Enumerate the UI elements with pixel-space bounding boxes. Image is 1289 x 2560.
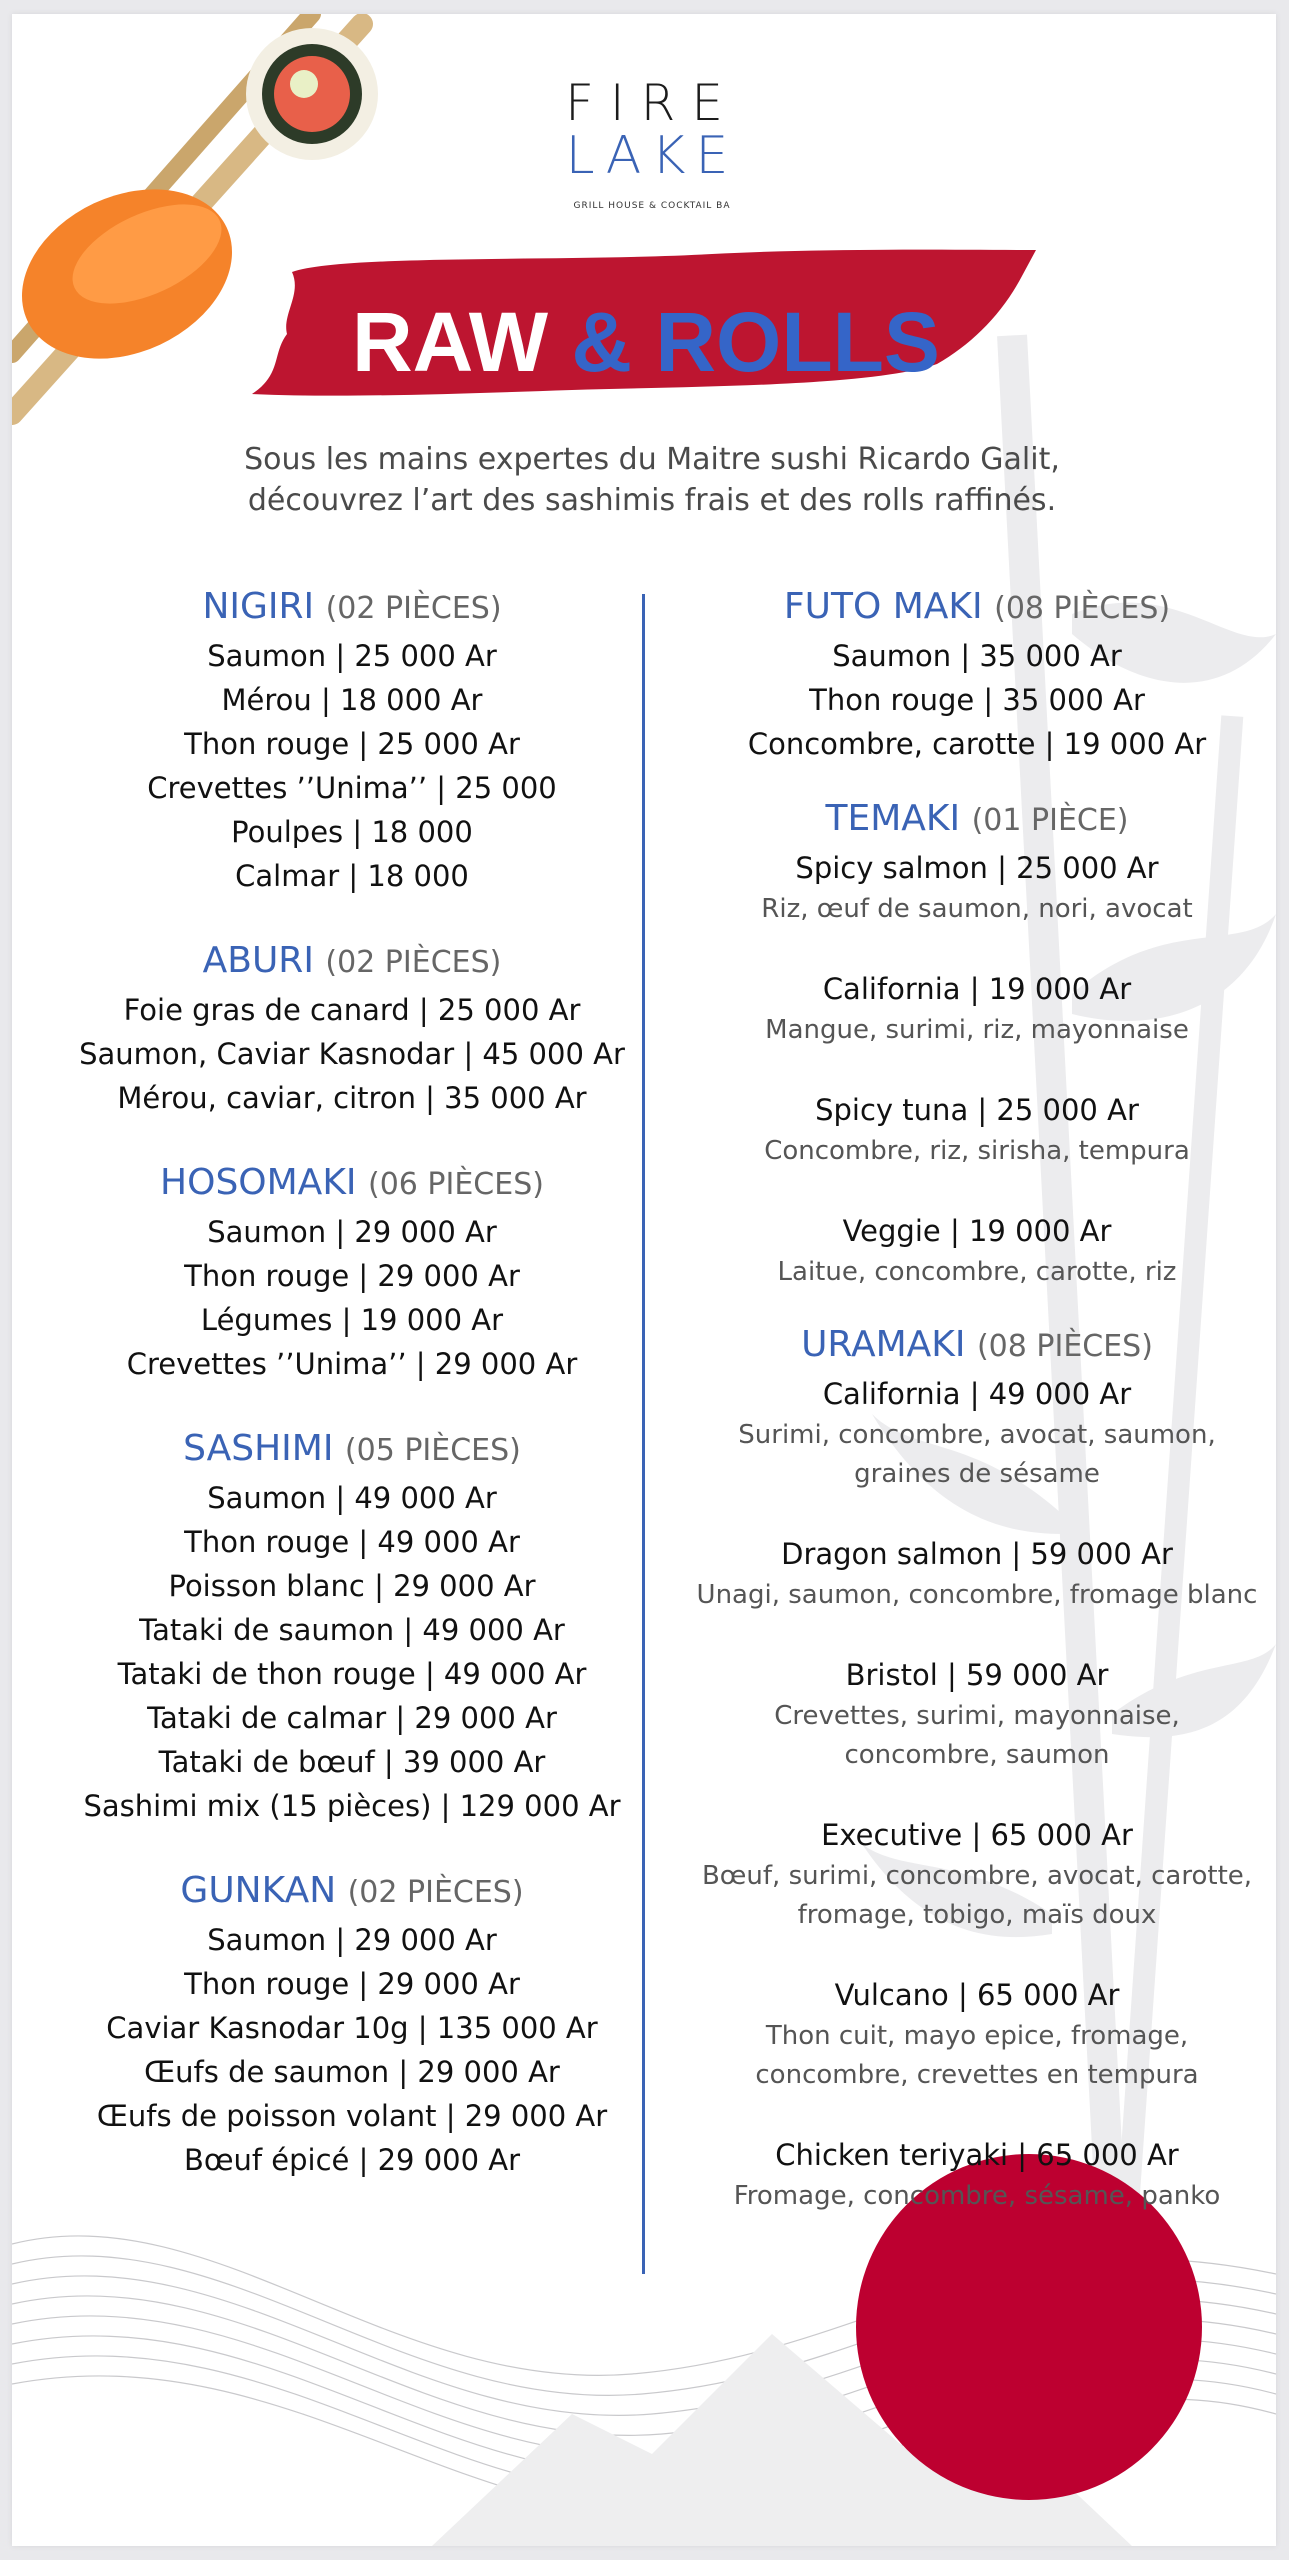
menu-item: California | 19 000 Ar	[822, 972, 1132, 1006]
page-title	[352, 294, 952, 391]
menu-section-sashimi	[52, 1426, 652, 1828]
section-heading	[52, 1868, 652, 1916]
section-name: URAMAKI	[801, 1324, 966, 1365]
menu-page	[12, 14, 1276, 2546]
menu-section-futo-maki	[672, 584, 1276, 766]
menu-item-description: Concombre, riz, sirisha, tempura	[764, 1136, 1190, 1166]
menu-item-description: concombre, saumon	[844, 1740, 1110, 1770]
menu-item: Concombre, carotte | 19 000 Ar	[747, 727, 1207, 761]
menu-item: Tataki de bœuf | 39 000 Ar	[158, 1745, 546, 1779]
menu-item: Thon rouge | 29 000 Ar	[184, 1967, 520, 2001]
menu-item: Tataki de thon rouge | 49 000 Ar	[117, 1657, 587, 1691]
menu-item: Foie gras de canard | 25 000 Ar	[123, 993, 581, 1027]
section-quantity: (01 PIÈCE)	[971, 803, 1129, 838]
section-quantity: (02 PIÈCES)	[325, 591, 502, 626]
menu-item: Spicy tuna | 25 000 Ar	[815, 1093, 1139, 1127]
intro-text	[152, 439, 1152, 521]
menu-section-hosomaki	[52, 1160, 652, 1386]
menu-item-description: Crevettes, surimi, mayonnaise,	[774, 1701, 1180, 1731]
menu-item: Mérou | 18 000 Ar	[221, 683, 483, 717]
menu-item: Spicy salmon | 25 000 Ar	[795, 851, 1159, 885]
menu-item-description: fromage, tobigo, maïs doux	[797, 1900, 1157, 1930]
menu-item: Veggie | 19 000 Ar	[842, 1214, 1112, 1248]
menu-item: Thon rouge | 25 000 Ar	[184, 727, 520, 761]
section-name: SASHIMI	[183, 1428, 334, 1469]
logo-tagline: GRILL HOUSE & COCKTAIL BA	[573, 201, 731, 211]
menu-item: Sashimi mix (15 pièces) | 129 000 Ar	[83, 1789, 621, 1823]
section-quantity: (08 PIÈCES)	[994, 591, 1171, 626]
menu-item: Saumon | 25 000 Ar	[207, 639, 497, 673]
menu-item-description: Fromage, concombre, sésame, panko	[733, 2181, 1221, 2211]
menu-item: Œufs de poisson volant | 29 000 Ar	[96, 2099, 608, 2133]
menu-item-description: graines de sésame	[854, 1459, 1100, 1489]
menu-item: Thon rouge | 49 000 Ar	[184, 1525, 520, 1559]
menu-item: Vulcano | 65 000 Ar	[834, 1978, 1120, 2012]
menu-item-description: concombre, crevettes en tempura	[755, 2060, 1199, 2090]
section-name: HOSOMAKI	[160, 1162, 357, 1203]
menu-section-nigiri	[52, 584, 652, 898]
right-menu-column	[672, 584, 1276, 2216]
section-quantity: (06 PIÈCES)	[368, 1167, 544, 1202]
section-heading	[672, 1322, 1276, 1370]
menu-item: Saumon | 29 000 Ar	[207, 1215, 497, 1249]
section-quantity: (02 PIÈCES)	[347, 1875, 524, 1910]
section-name: NIGIRI	[202, 586, 315, 627]
menu-item-description: Thon cuit, mayo epice, fromage,	[765, 2021, 1189, 2051]
section-heading	[52, 1426, 652, 1474]
menu-item: Tataki de saumon | 49 000 Ar	[139, 1613, 565, 1647]
menu-item: Bœuf épicé | 29 000 Ar	[183, 2143, 521, 2177]
menu-item: Crevettes ’’Unima’’ | 29 000 Ar	[126, 1347, 578, 1381]
menu-item: Dragon salmon | 59 000 Ar	[781, 1537, 1173, 1571]
section-name: TEMAKI	[825, 798, 961, 839]
menu-item: Calmar | 18 000	[235, 859, 469, 893]
menu-item: Poisson blanc | 29 000 Ar	[168, 1569, 536, 1603]
logo-lake-text: LAKE	[565, 126, 739, 186]
menu-item-description: Bœuf, surimi, concombre, avocat, carotte,	[701, 1861, 1253, 1891]
menu-item: California | 49 000 Ar	[822, 1377, 1132, 1411]
section-name: GUNKAN	[180, 1870, 337, 1911]
menu-item: Mérou, caviar, citron | 35 000 Ar	[117, 1081, 587, 1115]
menu-item: Bristol | 59 000 Ar	[845, 1658, 1109, 1692]
section-heading	[52, 584, 652, 632]
section-quantity: (05 PIÈCES)	[344, 1433, 521, 1468]
section-quantity: (08 PIÈCES)	[976, 1329, 1153, 1364]
menu-item-description: Unagi, saumon, concombre, fromage blanc	[696, 1580, 1258, 1610]
logo-fire-text: FIRE	[565, 74, 739, 132]
menu-item: Caviar Kasnodar 10g | 135 000 Ar	[106, 2011, 598, 2045]
menu-item: Poulpes | 18 000	[231, 815, 473, 849]
menu-item: Légumes | 19 000 Ar	[200, 1303, 504, 1337]
menu-item: Tataki de calmar | 29 000 Ar	[147, 1701, 557, 1735]
menu-section-aburi	[52, 938, 652, 1120]
section-heading	[672, 796, 1276, 844]
title-part-rolls: & ROLLS	[571, 295, 940, 389]
menu-item-description: Mangue, surimi, riz, mayonnaise	[765, 1015, 1189, 1045]
menu-item: Thon rouge | 35 000 Ar	[809, 683, 1145, 717]
menu-item-description: Laitue, concombre, carotte, riz	[777, 1257, 1177, 1287]
intro-line: découvrez l’art des sashimis frais et des rolls raffinés.	[247, 483, 1057, 518]
menu-item: Chicken teriyaki | 65 000 Ar	[775, 2138, 1179, 2172]
left-menu-column	[52, 584, 652, 2182]
intro-line: Sous les mains expertes du Maitre sushi Ricardo Galit,	[244, 442, 1060, 477]
section-heading	[52, 1160, 652, 1208]
section-quantity: (02 PIÈCES)	[325, 945, 502, 980]
menu-section-gunkan	[52, 1868, 652, 2182]
menu-item: Saumon | 49 000 Ar	[207, 1481, 497, 1515]
menu-item: Saumon, Caviar Kasnodar | 45 000 Ar	[79, 1037, 625, 1071]
menu-item-description: Surimi, concombre, avocat, saumon,	[738, 1420, 1216, 1450]
menu-section-uramaki	[672, 1322, 1276, 2216]
section-name: ABURI	[202, 940, 314, 981]
menu-item: Saumon | 29 000 Ar	[207, 1923, 497, 1957]
section-heading	[672, 584, 1276, 632]
menu-item: Executive | 65 000 Ar	[821, 1818, 1133, 1852]
section-heading	[52, 938, 652, 986]
menu-item: Saumon | 35 000 Ar	[832, 639, 1122, 673]
menu-item: Œufs de saumon | 29 000 Ar	[144, 2055, 560, 2089]
menu-item: Thon rouge | 29 000 Ar	[184, 1259, 520, 1293]
section-name: FUTO MAKI	[783, 586, 983, 627]
menu-item: Crevettes ’’Unima’’ | 25 000	[147, 771, 557, 805]
title-part-raw: RAW	[352, 295, 572, 389]
menu-item-description: Riz, œuf de saumon, nori, avocat	[761, 894, 1193, 924]
menu-section-temaki	[672, 796, 1276, 1292]
